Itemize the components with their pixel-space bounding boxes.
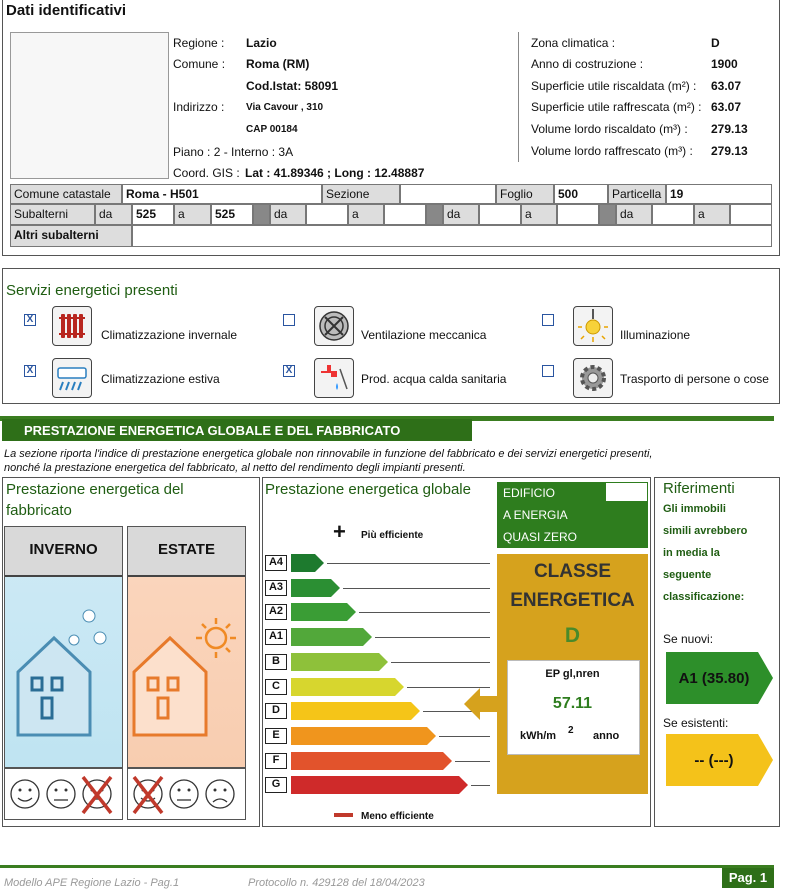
- sup-risc-value: 63.07: [711, 79, 742, 93]
- regione-label: Regione :: [173, 36, 225, 50]
- comune-catastale-value: Roma - H501: [122, 184, 322, 204]
- prestazione-intro-2: nonché la prestazione energetica del fabbricato, al netto del rendimento degli impianti presenti.: [4, 462, 466, 474]
- coord-value: Lat : 41.89346 ; Long : 12.48887: [245, 166, 425, 180]
- rif-text-1: Gli immobili: [663, 503, 726, 515]
- sub-a-label-3: a: [521, 204, 557, 225]
- piano-value: Piano : 2 - Interno : 3A: [173, 145, 294, 159]
- comune-label: Comune :: [173, 57, 226, 71]
- class-label-a2: A2: [265, 604, 287, 620]
- classe-pointer-arrow: [462, 684, 502, 729]
- cod-istat: Cod.Istat: 58091: [246, 79, 339, 93]
- servizio-label-estiva: Climatizzazione estiva: [101, 372, 220, 386]
- piu-efficiente-label: Più efficiente: [361, 530, 424, 541]
- fabbricato-title-1: Prestazione energetica del: [6, 481, 184, 498]
- estate-faces: [127, 768, 246, 820]
- class-guide-line: [439, 736, 490, 737]
- meno-efficiente-label: Meno efficiente: [361, 811, 434, 822]
- class-label-d: D: [265, 703, 287, 719]
- nzeb-text-3: QUASI ZERO: [503, 530, 578, 544]
- building-photo: [10, 32, 169, 179]
- sub-da-label-3: da: [443, 204, 479, 225]
- vol-risc-value: 279.13: [711, 122, 748, 136]
- se-nuovi-label: Se nuovi:: [663, 632, 714, 646]
- altri-subalterni-label: Altri subalterni: [10, 225, 132, 247]
- fan-icon: [314, 306, 354, 346]
- checkbox-acqua-calda[interactable]: X: [283, 365, 295, 377]
- comune-value: Roma (RM): [246, 57, 310, 71]
- class-guide-line: [391, 662, 490, 663]
- nzeb-checkbox[interactable]: [606, 483, 647, 501]
- inverno-faces: [4, 768, 123, 820]
- estate-label: ESTATE: [158, 541, 215, 558]
- anno-value: 1900: [711, 57, 738, 71]
- foglio-value: 500: [554, 184, 608, 204]
- vol-raff-label: Volume lordo raffrescato (m³) :: [531, 144, 693, 158]
- class-label-a1: A1: [265, 629, 287, 645]
- zona-label: Zona climatica :: [531, 36, 616, 50]
- sub-da-value-2: [306, 204, 348, 225]
- comune-catastale-label: Comune catastale: [10, 184, 122, 204]
- servizio-label-invernale: Climatizzazione invernale: [101, 328, 238, 342]
- sub-a-value-2: [384, 204, 426, 225]
- class-guide-line: [343, 588, 490, 589]
- servizio-label-illuminazione: Illuminazione: [620, 328, 691, 342]
- gear-icon: [573, 358, 613, 398]
- rif-text-4: seguente: [663, 569, 712, 581]
- zona-value: D: [711, 36, 720, 50]
- class-label-a4: A4: [265, 555, 287, 571]
- sezione-label: Sezione: [322, 184, 400, 204]
- footer-modello: Modello APE Regione Lazio - Pag.1: [4, 877, 180, 889]
- sub-a-label-4: a: [694, 204, 730, 225]
- rif-text-5: classificazione:: [663, 591, 745, 603]
- sub-da-value-3: [479, 204, 521, 225]
- house-winter-icon: [12, 600, 120, 740]
- subalterni-label: Subalterni: [10, 204, 95, 225]
- ep-unit-exp: 2: [568, 725, 574, 736]
- class-label-c: C: [265, 679, 287, 695]
- class-label-e: E: [265, 728, 287, 744]
- ep-unit: kWh/m: [520, 730, 557, 742]
- class-label-a3: A3: [265, 580, 287, 596]
- footer-rule: [0, 865, 774, 868]
- class-guide-line: [455, 761, 490, 762]
- checkbox-climatizzazione-estiva[interactable]: X: [24, 365, 36, 377]
- foglio-label: Foglio: [496, 184, 554, 204]
- sub-da-label-2: da: [270, 204, 306, 225]
- checkbox-trasporto[interactable]: [542, 365, 554, 377]
- servizi-title: Servizi energetici presenti: [6, 282, 178, 299]
- cap-value: CAP 00184: [246, 124, 298, 135]
- vol-raff-value: 279.13: [711, 144, 748, 158]
- esistenti-value: -- (---): [694, 752, 734, 769]
- house-summer-icon: [132, 600, 244, 740]
- globale-title: Prestazione energetica globale: [265, 481, 471, 498]
- riferimenti-title: Riferimenti: [663, 480, 735, 497]
- nzeb-text-1: EDIFICIO: [503, 486, 556, 500]
- class-guide-line: [327, 563, 490, 564]
- checkbox-climatizzazione-invernale[interactable]: X: [24, 314, 36, 326]
- footer-page: Pag. 1: [722, 868, 774, 888]
- classe-title-2: ENERGETICA: [510, 590, 635, 611]
- prestazione-banner: PRESTAZIONE ENERGETICA GLOBALE E DEL FABBRICATO: [2, 419, 472, 441]
- class-bar-d: [291, 702, 421, 720]
- sub-a-value-3: [557, 204, 599, 225]
- sub-a-value: 525: [211, 204, 253, 225]
- class-label-f: F: [265, 753, 287, 769]
- servizio-label-ventilazione: Ventilazione meccanica: [361, 328, 487, 342]
- classe-title-1: CLASSE: [533, 561, 612, 582]
- class-guide-line: [471, 785, 490, 786]
- class-bar-c: [291, 678, 405, 696]
- ep-value: 57.11: [552, 695, 593, 712]
- indirizzo-label: Indirizzo :: [173, 100, 225, 114]
- sub-da-label: da: [95, 204, 132, 225]
- id-section-title: Dati identificativi: [6, 2, 127, 19]
- class-bar-a4: [291, 554, 325, 572]
- particella-value: 19: [666, 184, 772, 204]
- class-bar-g: [291, 776, 469, 794]
- minus-icon: [334, 813, 353, 817]
- sub-separator: [253, 204, 270, 225]
- checkbox-ventilazione[interactable]: [283, 314, 295, 326]
- sup-risc-label: Superficie utile riscaldata (m²) :: [531, 79, 697, 93]
- rif-text-2: simili avrebbero: [663, 525, 748, 537]
- checkbox-illuminazione[interactable]: [542, 314, 554, 326]
- footer-protocollo: Protocollo n. 429128 del 18/04/2023: [248, 877, 425, 889]
- indirizzo-value: Via Cavour , 310: [246, 102, 324, 113]
- altri-subalterni-value: [132, 225, 772, 247]
- class-label-b: B: [265, 654, 287, 670]
- particella-label: Particella: [608, 184, 666, 204]
- class-bar-a2: [291, 603, 357, 621]
- ep-label: EP gl,nren: [545, 668, 600, 680]
- vol-risc-label: Volume lordo riscaldato (m³) :: [531, 122, 688, 136]
- sub-da-value: 525: [132, 204, 174, 225]
- sub-a-value-4: [730, 204, 772, 225]
- id-divider: [518, 32, 519, 162]
- sub-da-label-4: da: [616, 204, 652, 225]
- sub-a-label: a: [174, 204, 211, 225]
- sub-da-value-4: [652, 204, 694, 225]
- se-esistenti-label: Se esistenti:: [663, 716, 729, 730]
- class-guide-line: [359, 612, 490, 613]
- faucet-icon: [314, 358, 354, 398]
- servizio-label-trasporto: Trasporto di persone o cose: [620, 372, 769, 386]
- class-guide-line: [375, 637, 490, 638]
- class-bar-f: [291, 752, 453, 770]
- prestazione-intro-1: La sezione riporta l'indice di prestazione energetica globale non rinnovabile in funzione del fabbricato e dei servizi energetici presenti,: [4, 448, 653, 460]
- regione-value: Lazio: [246, 36, 277, 50]
- nuovi-value: A1 (35.80): [678, 670, 750, 687]
- sup-raff-label: Superficie utile raffrescata (m²) :: [531, 100, 702, 114]
- plus-icon: +: [333, 519, 346, 544]
- classe-value: D: [564, 624, 581, 647]
- lightbulb-icon: [573, 306, 613, 346]
- class-bar-b: [291, 653, 389, 671]
- class-bar-a3: [291, 579, 341, 597]
- sub-separator-3: [599, 204, 616, 225]
- class-label-g: G: [265, 777, 287, 793]
- nzeb-text-2: A ENERGIA: [503, 508, 568, 522]
- inverno-label: INVERNO: [29, 541, 98, 558]
- radiator-icon: [52, 306, 92, 346]
- sub-separator-2: [426, 204, 443, 225]
- ep-anno: anno: [593, 730, 620, 742]
- sezione-value: [400, 184, 496, 204]
- servizio-label-acqua: Prod. acqua calda sanitaria: [361, 372, 507, 386]
- class-bar-e: [291, 727, 437, 745]
- anno-label: Anno di costruzione :: [531, 57, 644, 71]
- class-bar-a1: [291, 628, 373, 646]
- sub-a-label-2: a: [348, 204, 384, 225]
- fabbricato-title-2: fabbricato: [6, 502, 72, 519]
- coord-label: Coord. GIS :: [173, 166, 240, 180]
- air-conditioner-icon: [52, 358, 92, 398]
- sup-raff-value: 63.07: [711, 100, 742, 114]
- rif-text-3: in media la: [663, 547, 720, 559]
